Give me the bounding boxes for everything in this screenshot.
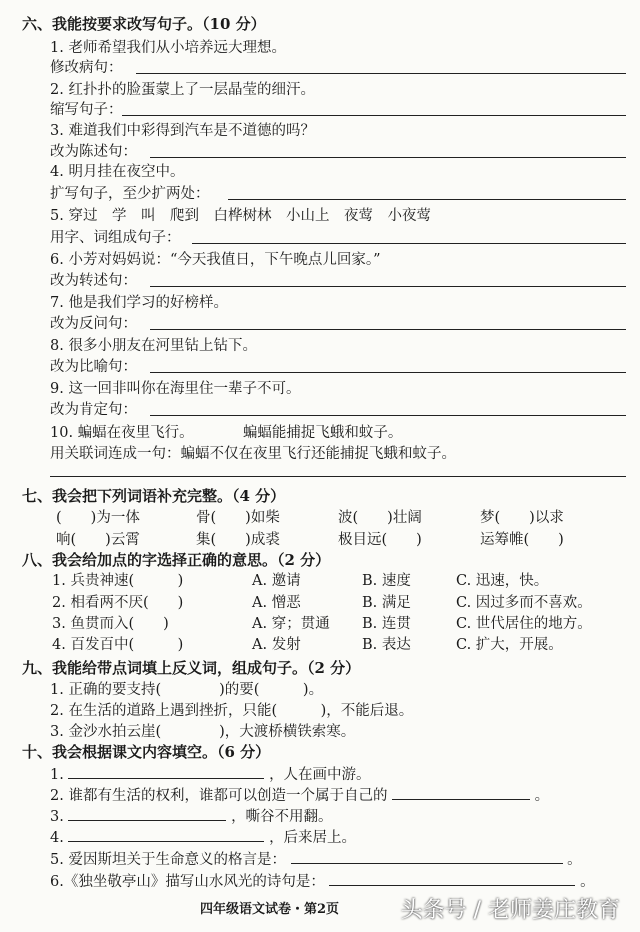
fill-blank[interactable] [68,806,226,821]
s6-q5-prompt: 用字、词组成句子： [50,230,181,246]
fill-blank[interactable] [68,827,264,842]
idiom-item[interactable]: ( )为一体 [56,510,140,526]
option-a[interactable]: A. 邀请 [252,573,301,589]
s10-q1: 1. ，人在画中游。 [50,764,371,785]
s10-q6: 6.《独坐敬亭山》描写山水风光的诗句是： 。 [50,871,595,892]
fill-blank[interactable] [392,785,530,800]
s6-q10-sentence-a: 10. 蝙蝠在夜里飞行。 [50,425,194,441]
answer-line[interactable] [150,415,626,416]
answer-line[interactable] [136,73,626,74]
fill-blank[interactable] [329,871,575,886]
option-b[interactable]: B. 速度 [362,573,411,589]
s10-q3: 3. ，嘶谷不用翻。 [50,806,333,827]
option-b[interactable]: B. 满足 [362,595,411,611]
answer-line[interactable] [150,372,626,373]
s6-q9: 9. 这一回非叫你在海里住一辈子不可。 [50,381,301,397]
s8-question[interactable]: 1. 兵贵神速( ) [52,573,184,589]
s6-q1-prompt: 修改病句： [50,60,123,76]
idiom-item[interactable]: 波( )壮阔 [338,510,422,526]
option-a[interactable]: A. 穿；贯通 [252,616,330,632]
s6-q7: 7. 他是我们学习的好榜样。 [50,295,228,311]
answer-line[interactable] [122,115,626,116]
s9-q2[interactable]: 2. 在生活的道路上遇到挫折，只能( )，不能后退。 [50,703,414,719]
answer-line[interactable] [192,243,626,244]
s6-q10-answer: 用关联词连成一句：蝙蝠不仅在夜里飞行还能捕捉飞蛾和蚊子。 [50,446,456,462]
answer-line[interactable] [150,329,626,330]
idiom-item[interactable]: 梦( )以求 [480,510,564,526]
s10-q5: 5. 爱因斯坦关于生命意义的格言是： 。 [50,849,582,870]
idiom-item[interactable]: 响( )云霄 [56,532,140,548]
idiom-item[interactable]: 骨( )如柴 [196,510,280,526]
answer-line[interactable] [150,157,626,158]
section-6-title: 六、我能按要求改写句子。（10 分） [22,15,266,33]
option-c[interactable]: C. 因过多而不喜欢。 [456,595,592,611]
idiom-item[interactable]: 集( )成裘 [196,532,280,548]
answer-line[interactable] [150,286,626,287]
s6-q2-prompt: 缩写句子： [50,102,123,118]
s10-q2: 2. 谁都有生活的权利，谁都可以创造一个属于自己的 。 [50,785,549,806]
s9-q1[interactable]: 1. 正确的要支持( )的要( )。 [50,682,324,698]
s6-q6-prompt: 改为转述句： [50,273,137,289]
section-8-title: 八、我会给加点的字选择正确的意思。（2 分） [22,551,331,569]
s8-question[interactable]: 2. 相看两不厌( ) [52,595,184,611]
fill-blank[interactable] [68,764,264,779]
s6-q3: 3. 难道我们中彩得到汽车是不道德的吗？ [50,123,315,139]
s8-question[interactable]: 4. 百发百中( ) [52,637,184,653]
option-b[interactable]: B. 表达 [362,637,411,653]
s6-q4: 4. 明月挂在夜空中。 [50,164,185,180]
s6-q10-sentence-b: 蝙蝠能捕捉飞蛾和蚊子。 [242,425,403,441]
option-c[interactable]: C. 迅速，快。 [456,573,549,589]
s6-q10 [50,423,402,443]
s6-q7-prompt: 改为反问句： [50,316,137,332]
s6-q8: 8. 很多小朋友在河里钻上钻下。 [50,338,257,354]
s6-q8-prompt: 改为比喻句： [50,359,137,375]
s6-q6: 6. 小芳对妈妈说：“今天我值日，下午晚点儿回家。” [50,252,381,268]
page-footer: 四年级语文试卷・第2页 [200,902,340,917]
answer-line[interactable] [50,476,626,477]
answer-line[interactable] [228,199,626,200]
option-c[interactable]: C. 扩大，开展。 [456,637,563,653]
s6-q1: 1. 老师希望我们从小培养远大理想。 [50,40,286,56]
s6-q5: 5. 穿过 学 叫 爬到 白桦树林 小山上 夜莺 小夜莺 [50,208,431,224]
s6-q9-prompt: 改为肯定句： [50,402,137,418]
option-b[interactable]: B. 连贯 [362,616,411,632]
s9-q3[interactable]: 3. 金沙水拍云崖( )，大渡桥横铁索寒。 [50,724,356,740]
fill-blank[interactable] [291,849,563,864]
section-10-title: 十、我会根据课文内容填空。（6 分） [22,743,271,761]
option-a[interactable]: A. 发射 [252,637,301,653]
watermark: 头条号 / 老师姜庄教育 [400,898,620,923]
idiom-item[interactable]: 极目远( ) [338,532,422,548]
section-7-title: 七、我会把下列词语补充完整。（4 分） [22,487,286,505]
s10-q4: 4. ，后来居上。 [50,827,356,848]
idiom-item[interactable]: 运筹帷( ) [480,532,564,548]
s6-q4-prompt: 扩写句子，至少扩两处： [50,186,210,202]
option-a[interactable]: A. 憎恶 [252,595,301,611]
option-c[interactable]: C. 世代居住的地方。 [456,616,592,632]
s8-question[interactable]: 3. 鱼贯而入( ) [52,616,169,632]
s6-q2: 2. 红扑扑的脸蛋蒙上了一层晶莹的细汗。 [50,82,315,98]
section-9-title: 九、我能给带点词填上反义词，组成句子。（2 分） [22,659,361,677]
s6-q3-prompt: 改为陈述句： [50,144,137,160]
